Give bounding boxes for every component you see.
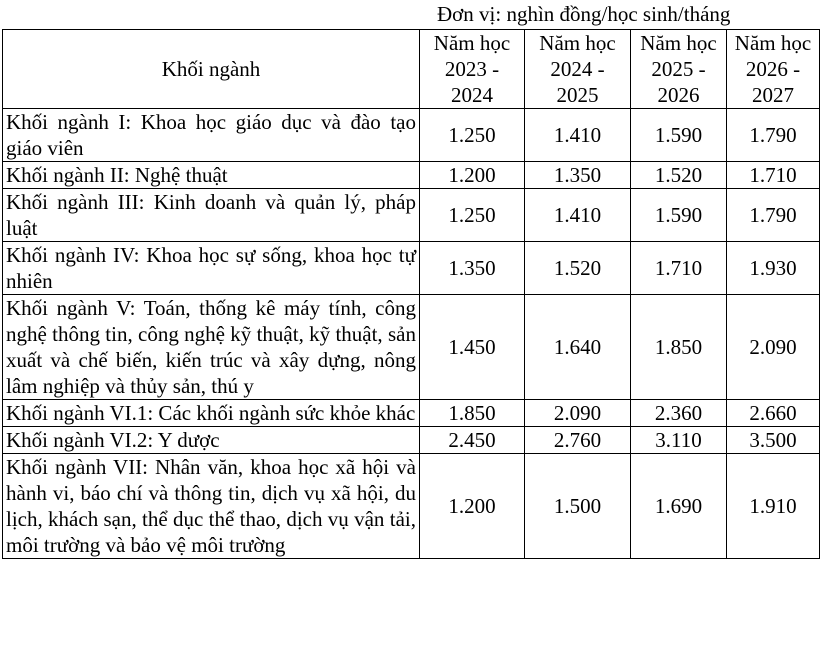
table-row [3, 427, 820, 454]
fee-2023-2024: 1.450 [420, 295, 525, 400]
header-sector: Khối ngành [3, 30, 420, 109]
sector-name: Khối ngành IV: Khoa học sự sống, khoa học tự nhiên [3, 242, 420, 295]
unit-note: Đơn vị: nghìn đồng/học sinh/tháng [437, 2, 731, 26]
fee-2024-2025: 1.500 [525, 454, 631, 559]
tuition-fee-table [2, 29, 820, 559]
fee-2025-2026: 2.360 [631, 400, 727, 427]
sector-name: Khối ngành V: Toán, thống kê máy tính, công nghệ thông tin, công nghệ kỹ thuật, kỹ thuật, sản xuất và chế biến, kiến trúc và xây dựng, nông lâm nghiệp và thủy sản, thú y [3, 295, 420, 400]
table-row [3, 400, 820, 427]
table-row [3, 295, 820, 400]
fee-2026-2027: 1.710 [727, 162, 820, 189]
sector-name: Khối ngành VI.2: Y dược [3, 427, 420, 454]
fee-2024-2025: 1.520 [525, 242, 631, 295]
header-year-2023-2024: Năm học 2023 - 2024 [420, 30, 525, 109]
fee-2024-2025: 2.760 [525, 427, 631, 454]
fee-2023-2024: 2.450 [420, 427, 525, 454]
table-row [3, 242, 820, 295]
header-row [3, 30, 820, 109]
fee-2023-2024: 1.250 [420, 109, 525, 162]
fee-2023-2024: 1.200 [420, 454, 525, 559]
fee-2026-2027: 3.500 [727, 427, 820, 454]
fee-2024-2025: 1.350 [525, 162, 631, 189]
header-year-2024-2025: Năm học 2024 - 2025 [525, 30, 631, 109]
fee-2024-2025: 1.410 [525, 189, 631, 242]
fee-2024-2025: 2.090 [525, 400, 631, 427]
table-row [3, 162, 820, 189]
fee-2025-2026: 1.590 [631, 189, 727, 242]
fee-2025-2026: 3.110 [631, 427, 727, 454]
fee-2025-2026: 1.690 [631, 454, 727, 559]
sector-name: Khối ngành VI.1: Các khối ngành sức khỏe khác [3, 400, 420, 427]
sector-name: Khối ngành III: Kinh doanh và quản lý, pháp luật [3, 189, 420, 242]
sector-name: Khối ngành VII: Nhân văn, khoa học xã hội và hành vi, báo chí và thông tin, dịch vụ xã hội, du lịch, khách sạn, thể dục thể thao, dịch vụ vận tải, môi trường và bảo vệ môi trường [3, 454, 420, 559]
fee-2025-2026: 1.710 [631, 242, 727, 295]
fee-2026-2027: 1.930 [727, 242, 820, 295]
fee-2025-2026: 1.850 [631, 295, 727, 400]
fee-2026-2027: 1.790 [727, 109, 820, 162]
fee-2026-2027: 2.090 [727, 295, 820, 400]
header-year-2026-2027: Năm học 2026 - 2027 [727, 30, 820, 109]
fee-2023-2024: 1.200 [420, 162, 525, 189]
header-year-2025-2026: Năm học 2025 - 2026 [631, 30, 727, 109]
sector-name: Khối ngành II: Nghệ thuật [3, 162, 420, 189]
sector-name: Khối ngành I: Khoa học giáo dục và đào tạo giáo viên [3, 109, 420, 162]
fee-2025-2026: 1.590 [631, 109, 727, 162]
fee-2023-2024: 1.250 [420, 189, 525, 242]
fee-2023-2024: 1.350 [420, 242, 525, 295]
fee-2025-2026: 1.520 [631, 162, 727, 189]
fee-2024-2025: 1.410 [525, 109, 631, 162]
fee-2023-2024: 1.850 [420, 400, 525, 427]
table-row [3, 109, 820, 162]
fee-2026-2027: 2.660 [727, 400, 820, 427]
fee-2024-2025: 1.640 [525, 295, 631, 400]
fee-2026-2027: 1.910 [727, 454, 820, 559]
table-row [3, 454, 820, 559]
table-row [3, 189, 820, 242]
fee-2026-2027: 1.790 [727, 189, 820, 242]
